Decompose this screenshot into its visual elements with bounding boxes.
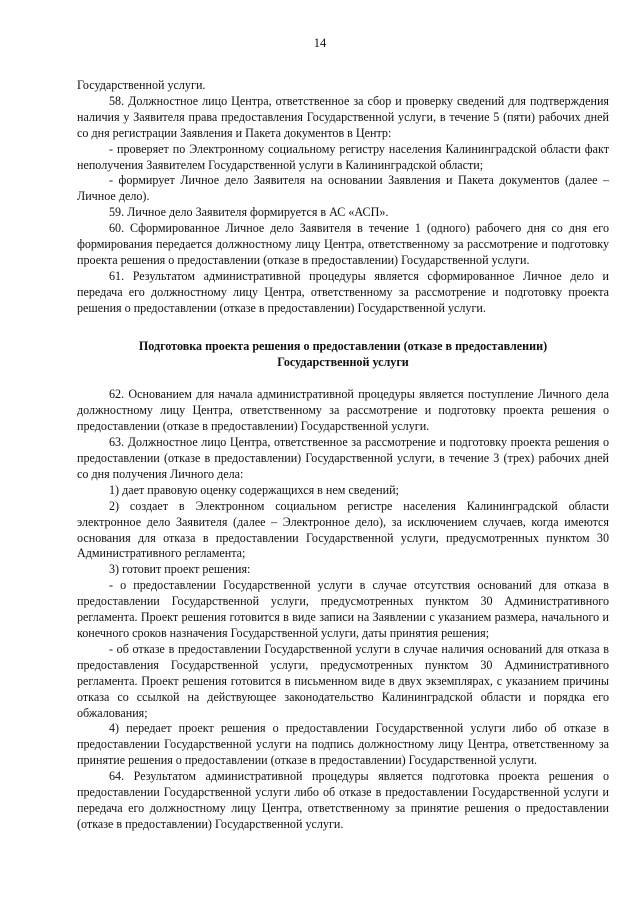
paragraph-63: 63. Должностное лицо Центра, ответственное за рассмотрение и подготовку проекта решения о предоставлении (отказе в предоставлении) Государственной услуги, в течение 3 (трех) рабочих дней со дня получения Личного дела: (77, 435, 609, 481)
paragraph-58-item-form: - формирует Личное дело Заявителя на основании Заявления и Пакета документов (далее – Личное дело). (77, 173, 609, 204)
paragraph-58: 58. Должностное лицо Центра, ответственное за сбор и проверку сведений для подтверждения наличия у Заявителя права предоставления Государственной услуги, в течение 5 (пяти) рабочих дней со дня регистрации Заявления и Пакета документов в Центр: (77, 93, 609, 140)
paragraph-63-item-3-refuse: - об отказе в предоставлении Государственной услуги в случае наличия оснований для отказа в предоставления Государственной услуги, предусмотренных пунктом 30 Административного регламента. Проект решения готовится в письменном виде в двух экземплярах, с указанием причины отказа со ссылкой на действующее законодательство Калининградской области и порядка его обжалования; (77, 641, 609, 720)
paragraph-63-item-3: 3) готовит проект решения: (109, 562, 251, 577)
paragraph-continuation: Государственной услуги. (77, 78, 206, 92)
paragraph-63-item-4: 4) передает проект решения о предоставлении Государственной услуги либо об отказе в предоставлении Государственной услуги на подпись должностному лицу Центра, ответственному за принятие решения о предоставлении (отказе в предоставлении) Государственной услуги. (77, 721, 609, 768)
section-heading (77, 339, 609, 371)
page-number: 14 (313, 36, 327, 50)
paragraph-60: 60. Сформированное Личное дело Заявителя в течение 1 (одного) рабочего дня со дня его формирования передается должностному лицу Центра, ответственному за рассмотрение и подготовку проекта решения о предоставлении (отказе в предоставлении) Государственной услуги. (77, 221, 609, 267)
paragraph-63-item-1: 1) дает правовую оценку содержащихся в нем сведений; (109, 482, 399, 497)
paragraph-63-item-3-grant: - о предоставлении Государственной услуги в случае отсутствия оснований для отказа в предоставлении Государственной услуги, предусмотренных пунктом 30 Административного регламента. Проект решения готовится в виде записи на Заявлении с указанием размера, начального и конечного сроков назначения Государственной услуги, даты принятия решения; (77, 578, 609, 640)
paragraph-58-item-check: - проверяет по Электронному социальному регистру населения Калининградской области факт неполучения Заявителем Государственной услуги в Калининградской области; (77, 141, 609, 172)
paragraph-64: 64. Результатом административной процедуры является подготовка проекта решения о предоставлении Государственной услуги либо об отказе в предоставлении Государственной услуги и передача его должностному лицу Центра, ответственному за принятие решения о предоставлении (отказе в предоставлении) Государственной услуги. (77, 769, 609, 831)
document-body (77, 78, 609, 833)
section-heading-line-1: Подготовка проекта решения о предоставлении (отказе в предоставлении) (138, 338, 548, 353)
paragraph-61: 61. Результатом административной процедуры является сформированное Личное дело и передача его должностному лицу Центра, ответственному за рассмотрение и подготовку проекта решения о предоставлении (отказе в предоставлении) Государственной услуги. (77, 268, 609, 315)
paragraph-62: 62. Основанием для начала административной процедуры является поступление Личного дела должностному лицу Центра, ответственному за рассмотрение и подготовку проекта решения о предоставлении (отказе в предоставлении) Государственной услуги. (77, 387, 609, 434)
paragraph-63-item-2: 2) создает в Электронном социальном регистре населения Калининградской области электронное дело Заявителя (далее – Электронное дело), за исключением случаев, когда имеются основания для отказа в предоставлении Государственной услуги, предусмотренных пунктом 30 Административного регламента; (77, 498, 609, 561)
paragraph-59: 59. Личное дело Заявителя формируется в АС «АСП». (109, 205, 389, 220)
section-heading-line-2: Государственной услуги (277, 354, 409, 369)
